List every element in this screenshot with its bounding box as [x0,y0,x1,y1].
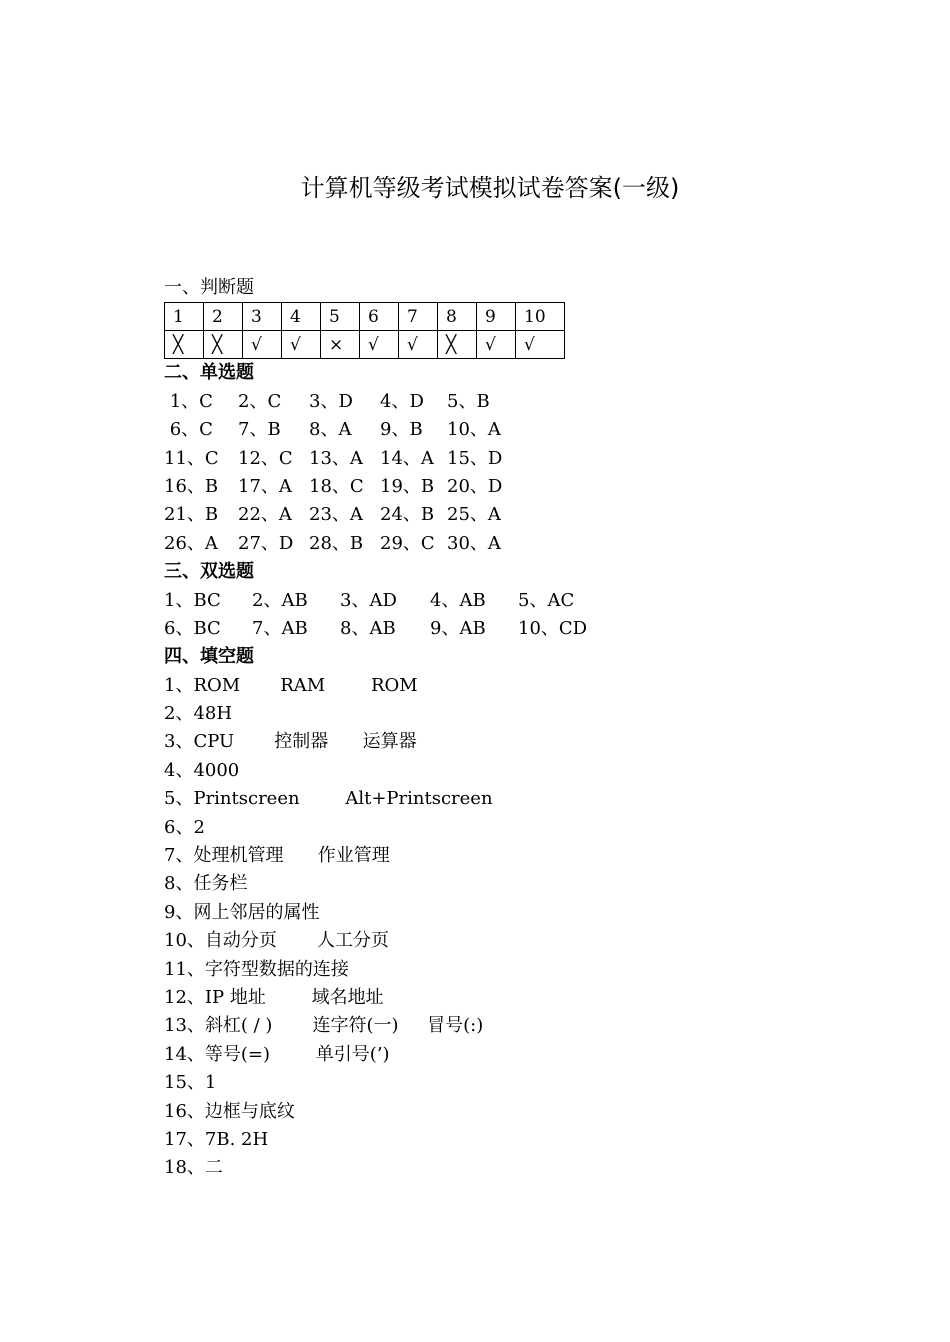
fill-blank-line: 5、Printscreen Alt+Printscreen [164,788,493,810]
answer-item: 15、D [447,447,503,469]
answer-item: 5、AC [518,589,575,611]
fill-blank-line: 12、IP 地址 域名地址 [164,986,384,1008]
answer-item: 1、BC [164,589,221,611]
answer-content [164,274,864,1183]
answer-item: 19、B [380,475,435,497]
answer-item: 24、B [380,504,435,526]
answer-item: 9、B [380,419,423,441]
fill-blank-line: 3、CPU 控制器 运算器 [164,731,417,753]
section3-heading: 三、双选题 [164,561,254,583]
table-cell: ╳ [438,331,477,359]
answer-item: 7、AB [252,617,308,639]
answer-item: 12、C [238,447,293,469]
table-cell: 1 [165,303,204,331]
answer-row [164,615,864,643]
fill-blank-line: 14、等号(=) 单引号(’) [164,1043,390,1065]
answer-item: 26、A [164,532,218,554]
answer-item: 5、B [447,390,490,412]
answer-row [164,388,864,416]
answer-item: 1、C [164,390,213,412]
answer-item: 9、AB [430,617,486,639]
answer-item: 11、C [164,447,219,469]
answer-item: 17、A [238,475,292,497]
answer-item: 2、AB [252,589,308,611]
table-cell: √ [360,331,399,359]
fill-blank-line: 17、7B. 2H [164,1128,269,1150]
table-cell: 8 [438,303,477,331]
table-cell: √ [477,331,516,359]
section4-heading: 四、填空题 [164,646,254,668]
answer-item: 14、A [380,447,434,469]
section1-heading: 一、判断题 [164,277,254,298]
table-cell: √ [243,331,282,359]
true-false-table [164,302,565,359]
single-choice-answers [164,388,864,558]
answer-item: 3、AD [340,589,397,611]
answer-item: 18、C [309,475,364,497]
table-cell: 7 [399,303,438,331]
section2-heading: 二、单选题 [164,362,254,384]
table-cell: 4 [282,303,321,331]
table-cell: 9 [477,303,516,331]
answer-item: 4、D [380,390,424,412]
answer-item: 27、D [238,532,294,554]
answer-item: 10、CD [518,617,588,639]
table-row-answers [165,331,565,359]
table-row-numbers [165,303,565,331]
answer-item: 7、B [238,419,281,441]
answer-item: 29、C [380,532,435,554]
answer-row [164,501,864,529]
answer-item: 2、C [238,390,282,412]
table-cell: 2 [204,303,243,331]
fill-blank-line: 8、任务栏 [164,873,248,895]
table-cell: √ [282,331,321,359]
answer-item: 6、BC [164,617,221,639]
answer-row [164,473,864,501]
answer-item: 8、AB [340,617,396,639]
fill-blank-line: 1、ROM RAM ROM [164,674,418,696]
table-cell: √ [516,331,565,359]
page-title: 计算机等级考试模拟试卷答案(一级) [300,174,680,202]
answer-row [164,587,864,615]
fill-blank-line: 4、4000 [164,759,240,781]
fill-blank-line: 16、边框与底纹 [164,1100,295,1122]
fill-blank-line: 10、自动分页 人工分页 [164,930,389,952]
table-cell: √ [399,331,438,359]
answer-item: 28、B [309,532,364,554]
answer-item: 21、B [164,504,219,526]
table-cell: × [321,331,360,359]
answer-item: 3、D [309,390,353,412]
answer-row [164,416,864,444]
fill-blank-line: 6、2 [164,816,205,838]
fill-blank-line: 2、48H [164,703,233,725]
fill-blank-answers [164,672,864,1183]
table-cell: 6 [360,303,399,331]
answer-item: 10、A [447,419,501,441]
answer-item: 6、C [164,419,213,441]
fill-blank-line: 18、二 [164,1157,223,1179]
fill-blank-line: 7、处理机管理 作业管理 [164,845,390,867]
table-cell: ╳ [204,331,243,359]
answer-row [164,445,864,473]
answer-item: 8、A [309,419,352,441]
answer-item: 30、A [447,532,501,554]
fill-blank-line: 15、1 [164,1072,217,1094]
answer-item: 20、D [447,475,503,497]
fill-blank-line: 9、网上邻居的属性 [164,901,320,923]
answer-item: 4、AB [430,589,486,611]
double-choice-answers [164,587,864,644]
answer-row [164,530,864,558]
answer-item: 13、A [309,447,363,469]
table-cell: ╳ [165,331,204,359]
table-cell: 3 [243,303,282,331]
fill-blank-line: 13、斜杠( / ) 连字符(一) 冒号(:) [164,1015,484,1037]
fill-blank-line: 11、字符型数据的连接 [164,958,349,980]
answer-item: 25、A [447,504,501,526]
table-cell: 5 [321,303,360,331]
answer-item: 22、A [238,504,292,526]
answer-item: 16、B [164,475,219,497]
table-cell: 10 [516,303,565,331]
answer-item: 23、A [309,504,363,526]
